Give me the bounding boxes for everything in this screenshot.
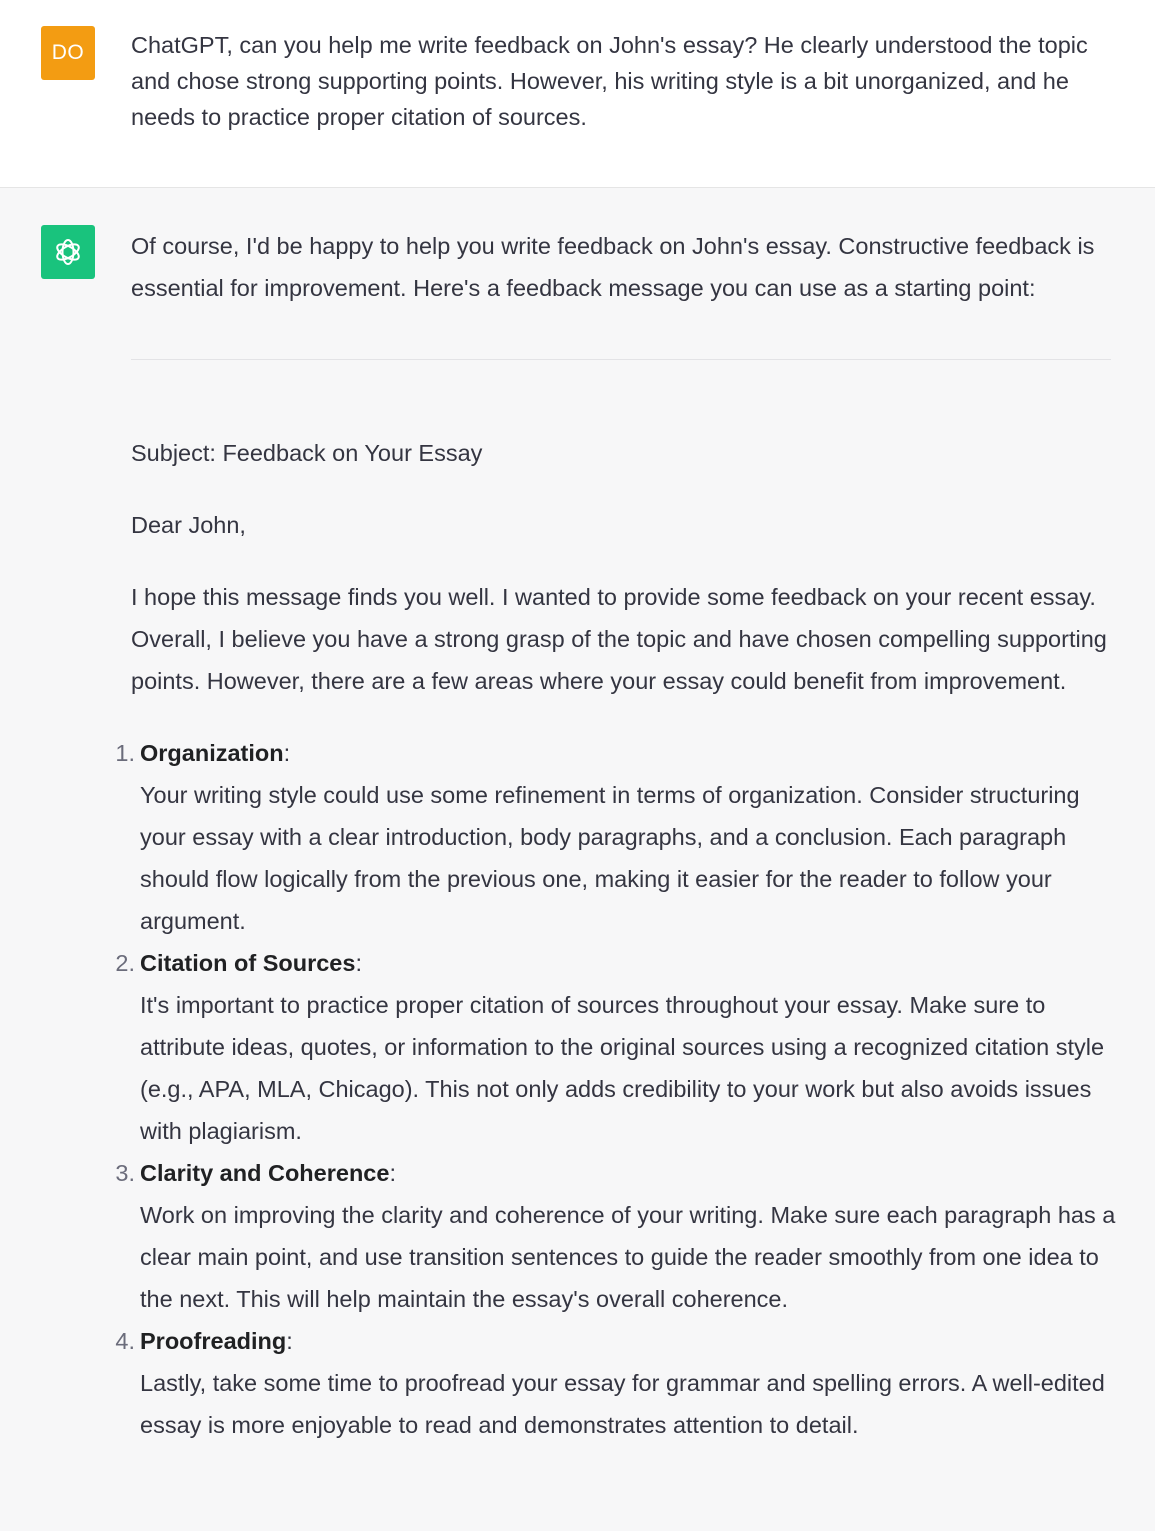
assistant-message-row — [0, 189, 1155, 1531]
point-body: It's important to practice proper citation of sources throughout your essay. Make sure to attribute ideas, quotes, or information to the original sources using a recognized citation style (e.g., APA, MLA, Chicago). This not only adds credibility to your work but also avoids issues with plagiarism. — [140, 992, 1105, 1144]
assistant-message-content — [115, 225, 1116, 1446]
point-title: Citation of Sources — [140, 950, 356, 976]
point-body: Lastly, take some time to proofread your essay for grammar and spelling errors. A well-edited essay is more enjoyable to read and demonstrates attention to detail. — [140, 1370, 1105, 1438]
user-avatar: DO — [41, 26, 95, 80]
point-title: Organization — [140, 740, 284, 766]
letter-body: I hope this message finds you well. I wanted to provide some feedback on your recent essay. Overall, I believe you have a strong grasp of the topic and have chosen compelling supporting points. However, there are a few areas where your essay could benefit from improvement. — [131, 584, 1107, 694]
point-title: Clarity and Coherence — [140, 1160, 390, 1186]
list-number: 4. — [115, 1328, 135, 1354]
list-item: 1. Organization: Your writing style could use some refinement in terms of organization. Consider structuring your essay with a clear introduction, body paragraphs, and a conclusion. Each paragraph should flow logically from the previous one, making it easier for the reader to follow your argument. — [131, 732, 1116, 942]
assistant-avatar — [41, 225, 95, 279]
list-number: 3. — [115, 1160, 135, 1186]
point-body: Work on improving the clarity and coherence of your writing. Make sure each paragraph has a clear main point, and use transition sentences to guide the reader smoothly from one idea to the next. This will help maintain the essay's overall coherence. — [140, 1202, 1116, 1312]
feedback-points-list — [115, 732, 1116, 1446]
point-title: Proofreading — [140, 1328, 287, 1354]
user-message-row — [0, 0, 1155, 188]
letter-subject: Subject: Feedback on Your Essay — [131, 440, 483, 466]
list-item: 4. Proofreading: Lastly, take some time to proofread your essay for grammar and spelling errors. A well-edited essay is more enjoyable to read and demonstrates attention to detail. — [131, 1320, 1116, 1446]
point-body: Your writing style could use some refinement in terms of organization. Consider structuring your essay with a clear introduction, body paragraphs, and a conclusion. Each paragraph should flow logically from the previous one, making it easier for the reader to follow your argument. — [140, 782, 1080, 934]
user-message-text: ChatGPT, can you help me write feedback on John's essay? He clearly understood the topic and chose strong supporting points. However, his writing style is a bit unorganized, and he needs to practice proper citation of sources. — [131, 32, 1088, 130]
divider — [131, 359, 1111, 360]
letter-greeting: Dear John, — [131, 512, 246, 538]
list-item: 2. Citation of Sources: It's important to practice proper citation of sources throughout your essay. Make sure to attribute ideas, quotes, or information to the original sources using a recognized citation style (e.g., APA, MLA, Chicago). This not only adds credibility to your work but also avoids issues with plagiarism. — [131, 942, 1116, 1152]
openai-logo-icon — [52, 236, 84, 268]
list-number: 2. — [115, 950, 135, 976]
list-item: 3. Clarity and Coherence: Work on improving the clarity and coherence of your writing. Make sure each paragraph has a clear main point, and use transition sentences to guide the reader smoothly from one idea to the next. This will help maintain the essay's overall coherence. — [131, 1152, 1116, 1320]
list-number: 1. — [115, 740, 135, 766]
assistant-intro: Of course, I'd be happy to help you write feedback on John's essay. Constructive feedback is essential for improvement. Here's a feedback message you can use as a starting point: — [131, 233, 1095, 301]
